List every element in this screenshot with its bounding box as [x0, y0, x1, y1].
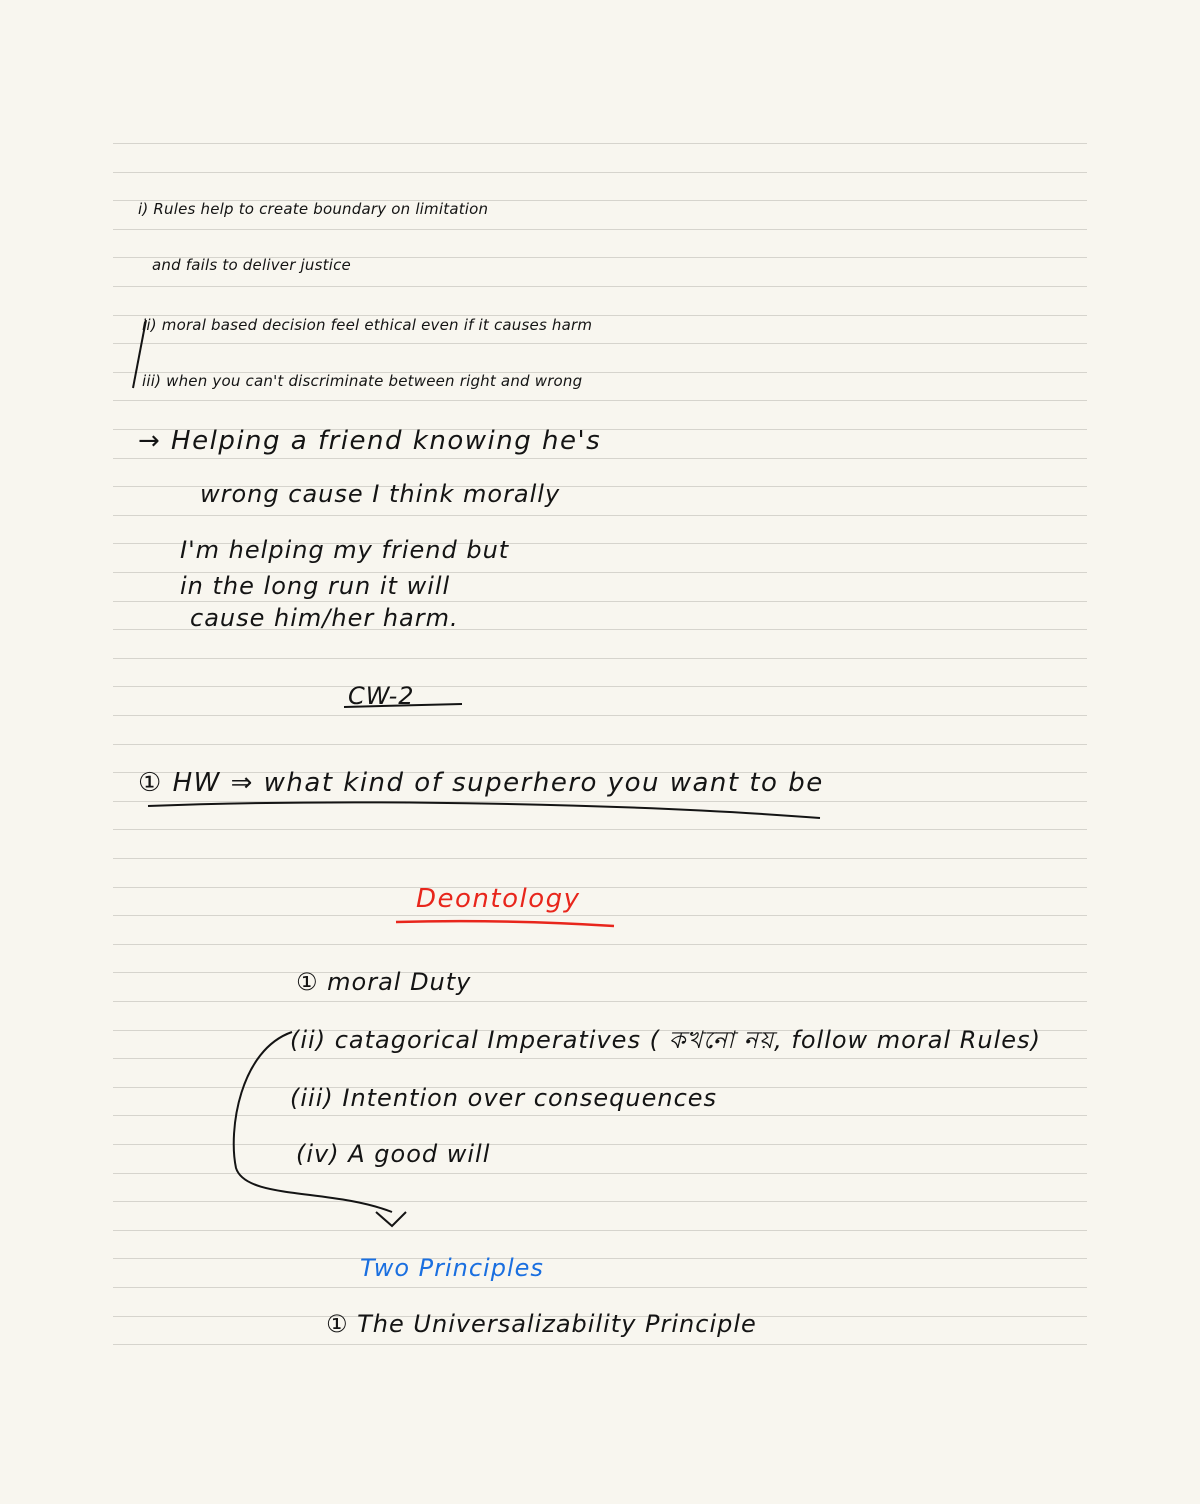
ruled-line	[113, 172, 1087, 173]
list-item-2: (ii) catagorical Imperatives ( কখনো নয়, follow moral Rules)	[290, 1026, 1041, 1054]
ruled-line	[113, 1201, 1087, 1202]
ruled-line	[113, 686, 1087, 687]
ruled-line	[113, 744, 1087, 745]
ruled-line	[113, 400, 1087, 401]
ruled-line	[113, 1115, 1087, 1116]
ruled-line	[113, 858, 1087, 859]
list-item-1: ① moral Duty	[296, 968, 472, 996]
note-line-2: and fails to deliver justice	[152, 256, 351, 274]
topic-title-underline	[396, 921, 614, 926]
ruled-line	[113, 915, 1087, 916]
example-line-4: in the long run it will	[180, 572, 451, 600]
principle-item-1: ① The Universalizability Principle	[326, 1310, 757, 1338]
ruled-line	[113, 658, 1087, 659]
homework-underline	[148, 802, 820, 818]
ruled-line	[113, 944, 1087, 945]
arrow-head-icon	[376, 1212, 406, 1226]
ruled-line	[113, 1001, 1087, 1002]
example-line-1: → Helping a friend knowing he's	[138, 426, 602, 456]
ruled-line	[113, 801, 1087, 802]
ruled-line	[113, 1144, 1087, 1145]
ruled-line	[113, 143, 1087, 144]
ruled-line	[113, 829, 1087, 830]
ruled-line	[113, 458, 1087, 459]
note-line-4: iii) when you can't discriminate between right and wrong	[142, 372, 583, 390]
ruled-line	[113, 972, 1087, 973]
ruled-line	[113, 1344, 1087, 1345]
ruled-line	[113, 1173, 1087, 1174]
list-item-4: (iv) A good will	[296, 1140, 491, 1168]
ruled-line	[113, 601, 1087, 602]
note-line-1: i) Rules help to create boundary on limitation	[138, 200, 489, 218]
ruled-line	[113, 1287, 1087, 1288]
ruled-line	[113, 887, 1087, 888]
section-title: CW-2	[348, 682, 415, 710]
ruled-line	[113, 229, 1087, 230]
ruled-line	[113, 715, 1087, 716]
ruled-line	[113, 515, 1087, 516]
example-line-2: wrong cause I think morally	[200, 480, 561, 508]
principles-title: Two Principles	[360, 1254, 544, 1282]
example-line-3: I'm helping my friend but	[180, 536, 510, 564]
example-line-5: cause him/her harm.	[190, 604, 459, 632]
note-line-3: ii) moral based decision feel ethical even if it causes harm	[142, 316, 593, 334]
topic-title: Deontology	[416, 884, 581, 914]
link-arrow	[234, 1032, 392, 1212]
list-item-3: (iii) Intention over consequences	[290, 1084, 718, 1112]
ruled-line	[113, 1258, 1087, 1259]
ruled-line	[113, 1058, 1087, 1059]
ruled-line	[113, 286, 1087, 287]
ruled-line	[113, 1230, 1087, 1231]
homework-line: ① HW ⇒ what kind of superhero you want to be	[138, 768, 824, 798]
ruled-line	[113, 343, 1087, 344]
